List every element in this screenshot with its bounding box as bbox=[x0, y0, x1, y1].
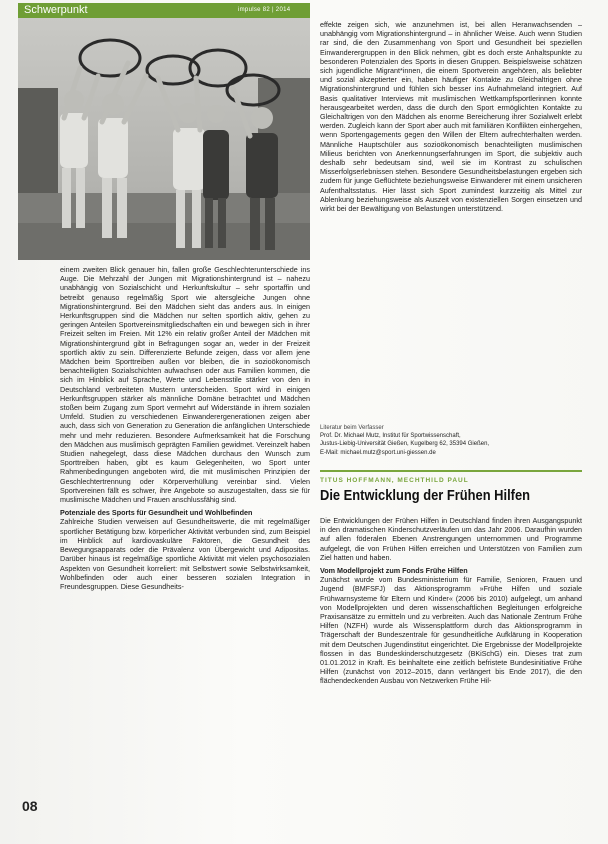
photo-illustration bbox=[18, 18, 310, 260]
article-subheading: Vom Modellprojekt zum Fonds Frühe Hilfen bbox=[320, 566, 468, 576]
left-paragraph-1: einem zweiten Blick genauer hin, fallen große Geschlechterunterschiede ins Auge. Die Mehrzahl der Jungen mit Migrationshintergrund ist – nahezu unabhängig von Sozialschicht und Herkunftskultur – sehr sportaffin und betreibt genauso regelmäßig Sport wie altersgleiche Jungen ohne Migrationshintergrund. Bei den Mädchen sieht das anders aus. In einigen Herkunftsgruppen sind die Mädchen nur selten sportlich aktiv, gehen zu geringen Anteilen Sportvereinsmitgliedschaften ein und bewegen sich in ihrer Freizeit selten im Freien. Mit 12% ein relativ großer Anteil der Mädchen mit Migrationshintergrund gibt in Befragungen sogar an, weder in der Freizeit sportlich aktiv zu sein. Differenzierte Befunde zeigen, dass vor allem jene Mädchen beim Sporttreiben außen vor bleiben, die in sozioökonomisch benachteiligten Sozialschichten aufwachsen oder aus Familien kommen, die sich im Hinblick auf Sprache, Werte und Lebensstile stärker von den in Deutschland verbreiteten Mustern unterscheiden. Sport wird in einigen Herkunftsgruppen stärker als männliche Domäne betrachtet und Mädchen stoßen beim Zugang zum Sport vermehrt auf Widerstände in ihrem sozialen Umfeld. Studien zu verschiedenen Einwanderergenerationen zeigen aber auch, dass sich von Generation zu Generation die anfänglichen Unterschiede mehr und mehr reduzieren. Besondere Aufmerksamkeit hat die Forschung den Mädchen aus muslimisch geprägten Familien gewidmet. Vereinzelt haben Studien nahegelegt, dass diese Mädchen durchaus den Wunsch zum Sporttreiben haben, gibt es kaum Gelegenheiten, wo Sport unter Rahmenbedingungen angeboten wird, die mit muslimischen Prinzipien der Geschlechtertrennung oder Körperverhüllung vereinbar sind. Vielen Sportvereinen fällt es schwer, ihre Angebote so auszugestalten, dass sie für muslimische Mädchen und Frauen anschlussfähig sind. bbox=[60, 265, 310, 505]
author-address: Justus-Liebig-Universität Gießen, Kugelberg 62, 35394 Gießen, bbox=[320, 441, 490, 448]
article-lead: Die Entwicklungen der Frühen Hilfen in Deutschland finden ihren Ausgangspunkt in den dramatischen Kinderschutzverläufen um das Jahr 2006. Daraufhin wurden auf allen föderalen Ebenen Anstrengungen unternommen und Programme aufgelegt, die von Frühen Hilfen erreichen und Unterstützen von Familien zum Ziel hatten und haben. bbox=[320, 516, 582, 562]
article-authors: TITUS HOFFMANN, MECHTHILD PAUL bbox=[320, 477, 469, 484]
right-text-column-top bbox=[320, 20, 582, 213]
author-name: Prof. Dr. Michael Mutz, Institut für Sportwissenschaft, bbox=[320, 433, 461, 440]
article-body: Zunächst wurde vom Bundesministerium für Familie, Senioren, Frauen und Jugend (BMFSFJ) das Aktionsprogramm »Frühe Hilfen und soziale Frühwarnsysteme für Eltern und Kinder« (2006 bis 2010) aufgelegt, um anhand von Modellprojekten und deren wissenschaftlichen Begleitungen erfolgreiche Praxisansätze zu ermitteln und zu verbreiten. Auch das Nationale Zentrum Frühe Hilfen (NZFH) wurde als Wissensplattform durch das Aktionsprogramm in Trägerschaft der Bundeszentrale für gesundheitliche Aufklärung in Kooperation mit dem Deutschen Jugendinstitut eingerichtet. Die Ergebnisse der Modellprojekte flossen in das Bundeskinderschutzgesetz (BKiSchG) ein. Dieses trat zum 01.01.2012 in Kraft. Es beinhaltete eine zeitlich befristete Bundesinitiative Frühe Hilfen (zunächst von 2012–2015, dann verlängert bis Ende 2017), die den flächendeckenden Ausbau von Netzwerken Frühe Hil- bbox=[320, 575, 582, 686]
section-header bbox=[18, 3, 310, 18]
right-paragraph-1: effekte zeigen sich, wie anzunehmen ist, bei allen Heranwachsenden – unabhängig vom Migrationshintergrund – in ähnlicher Weise. Auch wenn Studien rar sind, die den Zusammenhang von Sport und Gesundheit bei speziellen Einwanderergruppen in den Blick nehmen, gibt es doch erste Anhaltspunkte zu besonderen Potenzialen des Sports in diesen Gruppen. Beispielsweise schätzen sich jugendliche Migrant*innen, die einem Sportverein angehören, als beliebter und sozial akzeptierter ein, haben häufiger Kontakte zu Gleichaltrigen ohne Migrationshintergrund und fühlen sich besser ins Aufnahmeland integriert. Auf Basis qualitativer Interviews mit muslimischen Wettkampfsportlerinnen konnte herausgearbeitet werden, dass die durch den Sport ermöglichten Kontakte zu Gleichaltrigen von den Mädchen als enorme Bereicherung ihrer Sozialwelt erlebt werden. Zugleich kann der Sport aber auch mit familiären Konflikten einhergehen, wenn Sportengagements gegen den Willen der Eltern aufrechterhalten werden. Männliche Hauptschüler aus sozioökonomisch benachteiligten muslimischen Milieus berichten von Anerkennungserfahrungen im Sport, die subjektiv auch deshalb sehr bedeutsam sind, weil sie im Kontrast zu schulischen Misserfolgserlebnissen stehen. Besondere Gesundheitsbelastungen ergeben sich zudem für junge Geflüchtete beziehungsweise Einwanderer mit einem unsicheren Aufenthaltsstatus. Hier lässt sich Sport zumindest kurzzeitig als Mittel zur Ablenkung beziehungsweise als Auszeit von existenziellen Sorgen einsetzen und wirkt bei der Bewältigung von Belastungen unterstützend. bbox=[320, 20, 582, 214]
children-hula-hoop-photo bbox=[18, 18, 310, 260]
article-divider bbox=[320, 470, 582, 472]
article-title: Die Entwicklung der Frühen Hilfen bbox=[320, 487, 531, 504]
page-number: 08 bbox=[22, 798, 38, 814]
right-text-column-bottom bbox=[320, 516, 582, 686]
author-email: E-Mail: michael.mutz@sport.uni-giessen.de bbox=[320, 449, 436, 456]
left-subheading: Potenziale des Sports für Gesundheit und Wohlbefinden bbox=[60, 508, 253, 518]
author-info bbox=[320, 424, 582, 457]
literature-note: Literatur beim Verfasser bbox=[320, 425, 384, 431]
issue-label: impulse 82 | 2014 bbox=[238, 7, 291, 13]
left-text-column bbox=[60, 265, 310, 591]
section-label: Schwerpunkt bbox=[24, 4, 88, 16]
left-paragraph-2: Zahlreiche Studien verweisen auf Gesundheitswerte, die mit regelmäßiger sportlicher Betätigung bzw. körperlicher Aktivität verbunden sind, zum Beispiel im Hinblick auf kardiovaskuläre Faktoren, die Gesundheit des Bewegungsapparats oder die Prävalenz von Übergewicht und Adipositas. Darüber hinaus ist regelmäßige sportliche Aktivität mit vielen psychosozialen Aspekten von Gesundheit korreliert: mit Selbstwert sowie Selbstwirksamkeit, Wohlbefinden oder auch einer besseren sozialen Integration in Freundesgruppen. Diese Gesundheits- bbox=[60, 517, 310, 591]
